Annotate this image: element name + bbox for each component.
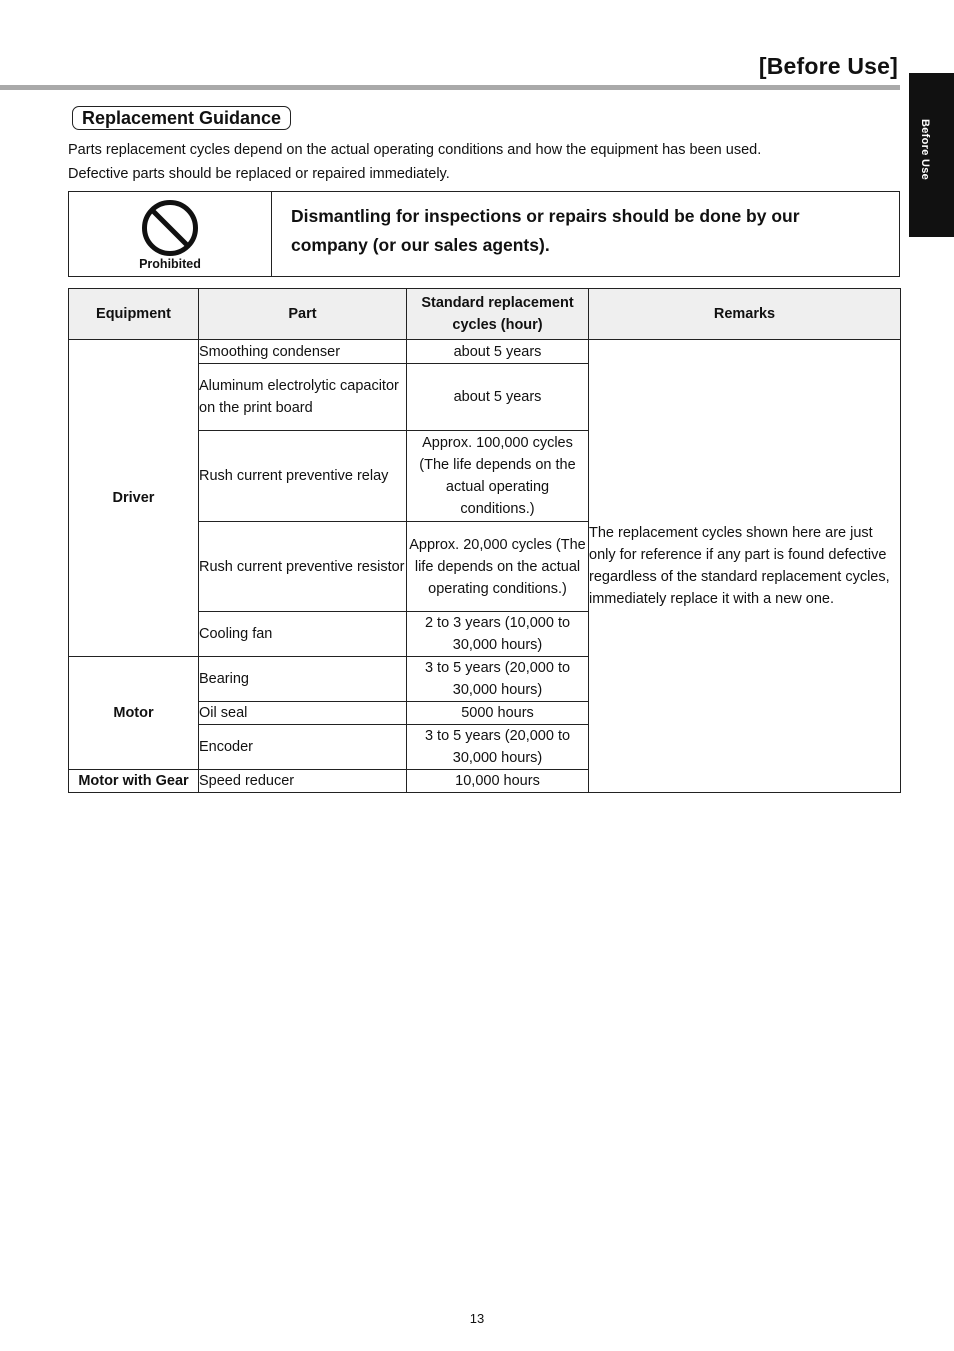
table-header-row [69,289,901,340]
warning-box [68,191,900,277]
header-remarks: Remarks [589,289,901,340]
part-cell: Speed reducer [199,770,407,793]
section-title: Replacement Guidance [72,106,291,130]
side-tab-label: Before Use [919,119,931,181]
intro-line-1: Parts replacement cycles depend on the actual operating conditions and how the equipment has been used. [68,142,762,158]
part-cell: Cooling fan [199,612,407,657]
part-cell: Encoder [199,725,407,770]
cycle-cell: 10,000 hours [407,770,589,793]
page-number: 13 [469,1311,485,1326]
cycle-cell: about 5 years [407,364,589,431]
part-cell: Smoothing condenser [199,340,407,364]
part-cell: Rush current preventive resistor [199,522,407,612]
header-rule [0,85,900,90]
intro-line-2: Defective parts should be replaced or repaired immediately. [68,166,450,182]
cycle-cell: 5000 hours [407,702,589,725]
part-cell: Aluminum electrolytic capacitor on the print board [199,364,407,431]
cycle-cell: Approx. 100,000 cycles (The life depends on the actual operating conditions.) [407,431,589,522]
equipment-motor: Motor [69,657,199,770]
equipment-driver: Driver [69,340,199,657]
cycle-cell: 2 to 3 years (10,000 to 30,000 hours) [407,612,589,657]
header-cycle: Standard replacement cycles (hour) [407,289,589,340]
cycle-cell: 3 to 5 years (20,000 to 30,000 hours) [407,657,589,702]
side-tab [909,73,954,237]
part-cell: Rush current preventive relay [199,431,407,522]
header-equipment: Equipment [69,289,199,340]
cycle-cell: about 5 years [407,340,589,364]
header-part: Part [199,289,407,340]
table-row [69,340,901,364]
page-header-title: [Before Use] [758,53,898,79]
warning-icon-cell [69,192,272,276]
warning-text: Dismantling for inspections or repairs should be done by our company (or our sales agents). [291,206,800,255]
part-cell: Oil seal [199,702,407,725]
part-cell: Bearing [199,657,407,702]
prohibited-icon [141,199,199,257]
prohibited-label: Prohibited [139,257,201,271]
intro-text [68,138,898,186]
cycle-cell: 3 to 5 years (20,000 to 30,000 hours) [407,725,589,770]
remarks-cell: The replacement cycles shown here are just only for reference if any part is found defective regardless of the standard replacement cycles, immediately replace it with a new one. [589,340,901,793]
replacement-table [68,288,901,793]
equipment-motor-with-gear: Motor with Gear [69,770,199,793]
cycle-cell: Approx. 20,000 cycles (The life depends on the actual operating conditions.) [407,522,589,612]
